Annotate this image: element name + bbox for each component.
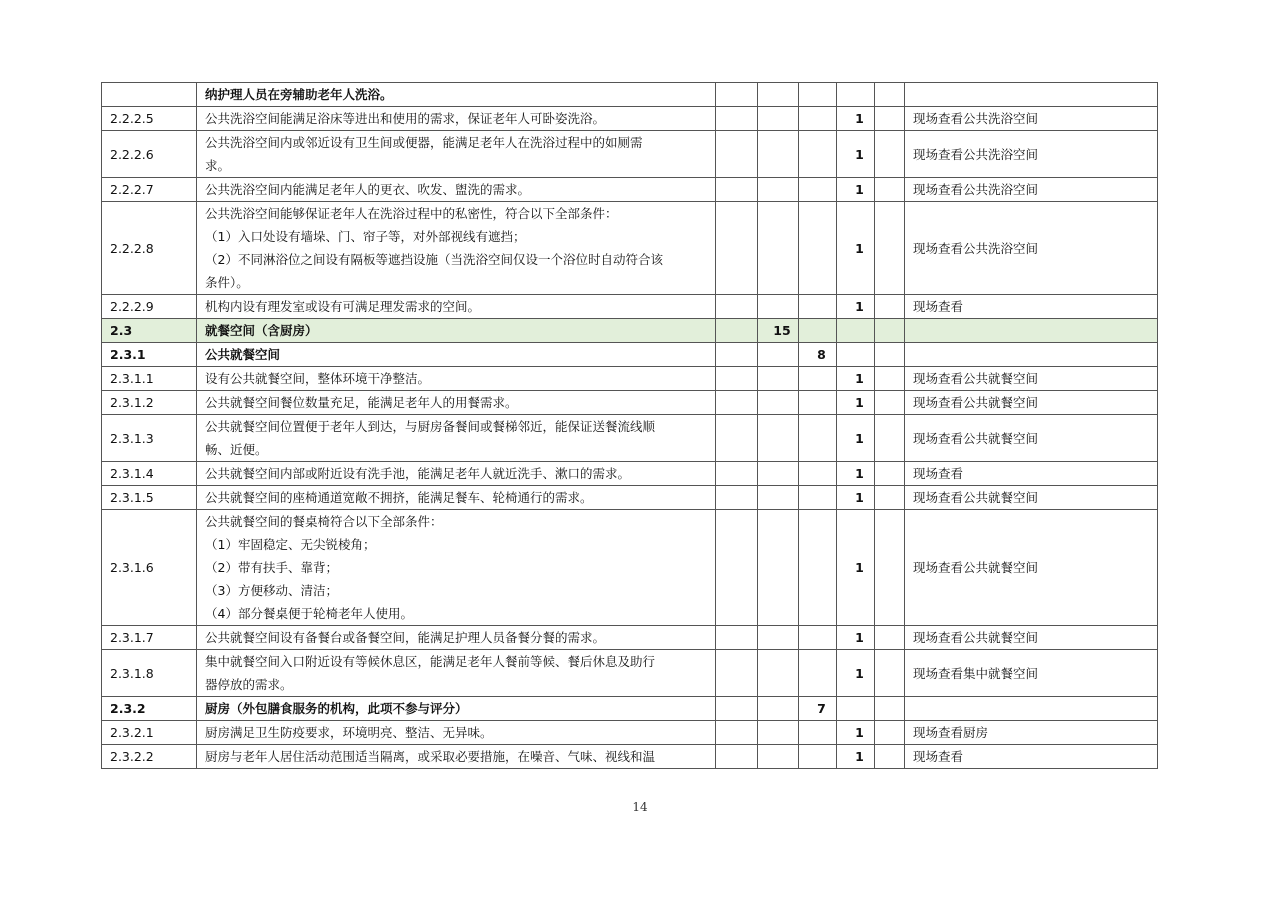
description-line: 公共洗浴空间能满足浴床等进出和使用的需求，保证老年人可卧姿洗浴。	[205, 111, 606, 126]
standards-table	[101, 82, 1158, 769]
table-row	[102, 178, 1158, 202]
score-cell-c5	[875, 391, 905, 415]
item-code-cell: 2.3.1	[102, 343, 197, 367]
description-line: 公共洗浴空间能够保证老年人在洗浴过程中的私密性，符合以下全部条件：	[205, 206, 618, 221]
evaluation-method-cell: 现场查看	[905, 295, 1158, 319]
description-line: 求。	[205, 158, 231, 173]
score-cell-c5	[875, 462, 905, 486]
score-cell-c1	[716, 131, 758, 178]
item-description-cell	[197, 462, 716, 486]
item-description-cell	[197, 178, 716, 202]
evaluation-method-cell: 现场查看公共就餐空间	[905, 367, 1158, 391]
description-line: （3）方便移动、清洁；	[205, 583, 338, 598]
item-description-cell	[197, 650, 716, 697]
score-cell-c2	[758, 462, 799, 486]
table-row	[102, 745, 1158, 769]
table-row	[102, 697, 1158, 721]
score-cell-c4: 1	[837, 367, 875, 391]
score-cell-c5	[875, 202, 905, 295]
score-cell-c3	[799, 626, 837, 650]
score-cell-c5	[875, 83, 905, 107]
description-line: 公共就餐空间的餐桌椅符合以下全部条件：	[205, 514, 443, 529]
evaluation-method-cell: 现场查看公共洗浴空间	[905, 107, 1158, 131]
item-code-cell: 2.2.2.9	[102, 295, 197, 319]
score-cell-c5	[875, 721, 905, 745]
description-line: （2）不同淋浴位之间设有隔板等遮挡设施（当洗浴空间仅设一个浴位时自动符合该	[205, 252, 663, 267]
score-cell-c4	[837, 83, 875, 107]
score-cell-c1	[716, 697, 758, 721]
score-cell-c3	[799, 510, 837, 626]
description-line: 公共就餐空间位置便于老年人到达，与厨房备餐间或餐梯邻近，能保证送餐流线顺	[205, 419, 656, 434]
description-line: 公共就餐空间设有备餐台或备餐空间，能满足护理人员备餐分餐的需求。	[205, 630, 606, 645]
description-line: （2）带有扶手、靠背；	[205, 560, 338, 575]
score-cell-c3	[799, 367, 837, 391]
score-cell-c4: 1	[837, 391, 875, 415]
score-cell-c1	[716, 626, 758, 650]
evaluation-method-cell: 现场查看公共就餐空间	[905, 626, 1158, 650]
description-line: （4）部分餐桌便于轮椅老年人使用。	[205, 606, 413, 621]
description-line: （1）入口处设有墙垛、门、帘子等，对外部视线有遮挡；	[205, 229, 526, 244]
score-cell-c1	[716, 650, 758, 697]
score-cell-c1	[716, 367, 758, 391]
description-line: 集中就餐空间入口附近设有等候休息区，能满足老年人餐前等候、餐后休息及助行	[205, 654, 656, 669]
score-cell-c2	[758, 131, 799, 178]
score-cell-c1	[716, 107, 758, 131]
score-cell-c1	[716, 486, 758, 510]
item-code-cell: 2.3.1.7	[102, 626, 197, 650]
score-cell-c3	[799, 391, 837, 415]
score-cell-c2	[758, 697, 799, 721]
score-cell-c3	[799, 131, 837, 178]
item-description-cell	[197, 343, 716, 367]
evaluation-method-cell: 现场查看公共洗浴空间	[905, 202, 1158, 295]
item-description-cell	[197, 367, 716, 391]
evaluation-method-cell: 现场查看公共就餐空间	[905, 510, 1158, 626]
score-cell-c2	[758, 745, 799, 769]
score-cell-c4: 1	[837, 745, 875, 769]
description-line: 厨房满足卫生防疫要求，环境明亮、整洁、无异味。	[205, 725, 493, 740]
item-code-cell: 2.3.1.8	[102, 650, 197, 697]
score-cell-c3: 7	[799, 697, 837, 721]
score-cell-c4: 1	[837, 415, 875, 462]
description-line: 机构内设有理发室或设有可满足理发需求的空间。	[205, 299, 481, 314]
item-description-cell	[197, 131, 716, 178]
score-cell-c1	[716, 202, 758, 295]
score-cell-c4	[837, 697, 875, 721]
score-cell-c5	[875, 343, 905, 367]
score-cell-c2	[758, 107, 799, 131]
table-row	[102, 107, 1158, 131]
item-code-cell: 2.2.2.6	[102, 131, 197, 178]
description-line: 纳护理人员在旁辅助老年人洗浴。	[205, 87, 393, 102]
item-description-cell	[197, 721, 716, 745]
score-cell-c4: 1	[837, 178, 875, 202]
score-cell-c3	[799, 319, 837, 343]
item-description-cell	[197, 697, 716, 721]
score-cell-c1	[716, 319, 758, 343]
item-code-cell: 2.3.2.2	[102, 745, 197, 769]
table-row	[102, 486, 1158, 510]
item-description-cell	[197, 295, 716, 319]
score-cell-c4	[837, 343, 875, 367]
item-code-cell: 2.3.1.4	[102, 462, 197, 486]
score-cell-c1	[716, 295, 758, 319]
item-code-cell: 2.3	[102, 319, 197, 343]
evaluation-method-cell: 现场查看公共就餐空间	[905, 415, 1158, 462]
description-line: 公共就餐空间的座椅通道宽敞不拥挤，能满足餐车、轮椅通行的需求。	[205, 490, 593, 505]
score-cell-c2	[758, 343, 799, 367]
description-line: 公共就餐空间餐位数量充足，能满足老年人的用餐需求。	[205, 395, 518, 410]
score-cell-c4: 1	[837, 202, 875, 295]
score-cell-c5	[875, 367, 905, 391]
item-code-cell: 2.3.1.5	[102, 486, 197, 510]
score-cell-c3	[799, 83, 837, 107]
item-description-cell	[197, 626, 716, 650]
score-cell-c2	[758, 486, 799, 510]
description-line: 畅、近便。	[205, 442, 268, 457]
score-cell-c4: 1	[837, 486, 875, 510]
score-cell-c4: 1	[837, 721, 875, 745]
score-cell-c3	[799, 721, 837, 745]
item-code-cell: 2.3.2.1	[102, 721, 197, 745]
description-line: 就餐空间（含厨房）	[205, 323, 318, 338]
item-code-cell: 2.3.1.2	[102, 391, 197, 415]
score-cell-c2	[758, 295, 799, 319]
score-cell-c3	[799, 295, 837, 319]
score-cell-c1	[716, 343, 758, 367]
table-row	[102, 131, 1158, 178]
score-cell-c2	[758, 83, 799, 107]
evaluation-method-cell: 现场查看公共就餐空间	[905, 486, 1158, 510]
score-cell-c3	[799, 486, 837, 510]
item-description-cell	[197, 745, 716, 769]
item-code-cell: 2.2.2.8	[102, 202, 197, 295]
score-cell-c3	[799, 745, 837, 769]
description-line: 公共就餐空间内部或附近设有洗手池，能满足老年人就近洗手、漱口的需求。	[205, 466, 631, 481]
table-row	[102, 391, 1158, 415]
score-cell-c4: 1	[837, 295, 875, 319]
table-row	[102, 415, 1158, 462]
score-cell-c4: 1	[837, 626, 875, 650]
score-cell-c2	[758, 650, 799, 697]
score-cell-c1	[716, 415, 758, 462]
score-cell-c1	[716, 510, 758, 626]
score-cell-c3	[799, 462, 837, 486]
evaluation-method-cell: 现场查看公共洗浴空间	[905, 178, 1158, 202]
page-number: 14	[632, 800, 648, 814]
score-cell-c2	[758, 510, 799, 626]
table-row	[102, 367, 1158, 391]
table-row	[102, 295, 1158, 319]
evaluation-method-cell	[905, 697, 1158, 721]
score-cell-c2	[758, 391, 799, 415]
item-description-cell	[197, 107, 716, 131]
evaluation-method-cell	[905, 319, 1158, 343]
description-line: 条件）。	[205, 275, 249, 290]
item-code-cell: 2.3.1.1	[102, 367, 197, 391]
evaluation-method-cell	[905, 83, 1158, 107]
score-cell-c5	[875, 295, 905, 319]
item-code-cell: 2.3.1.3	[102, 415, 197, 462]
score-cell-c1	[716, 745, 758, 769]
score-cell-c1	[716, 391, 758, 415]
description-line: 公共就餐空间	[205, 347, 281, 362]
description-line: 公共洗浴空间内或邻近设有卫生间或便器，能满足老年人在洗浴过程中的如厕需	[205, 135, 643, 150]
score-cell-c1	[716, 83, 758, 107]
evaluation-method-cell: 现场查看公共就餐空间	[905, 391, 1158, 415]
score-cell-c3	[799, 415, 837, 462]
item-code-cell	[102, 83, 197, 107]
score-cell-c1	[716, 178, 758, 202]
description-line: （1）牢固稳定、无尖锐棱角；	[205, 537, 376, 552]
score-cell-c4	[837, 319, 875, 343]
item-description-cell	[197, 486, 716, 510]
score-cell-c5	[875, 486, 905, 510]
description-line: 厨房与老年人居住活动范围适当隔离，或采取必要措施，在噪音、气味、视线和温	[205, 749, 656, 764]
score-cell-c2	[758, 626, 799, 650]
item-code-cell: 2.2.2.7	[102, 178, 197, 202]
evaluation-method-cell: 现场查看集中就餐空间	[905, 650, 1158, 697]
description-line: 设有公共就餐空间，整体环境干净整洁。	[205, 371, 431, 386]
table-row	[102, 510, 1158, 626]
score-cell-c3	[799, 202, 837, 295]
score-cell-c3	[799, 178, 837, 202]
score-cell-c5	[875, 697, 905, 721]
score-cell-c2	[758, 202, 799, 295]
table-row	[102, 83, 1158, 107]
table-row	[102, 319, 1158, 343]
score-cell-c5	[875, 745, 905, 769]
score-cell-c2	[758, 415, 799, 462]
score-cell-c5	[875, 107, 905, 131]
score-cell-c2	[758, 721, 799, 745]
evaluation-method-cell: 现场查看	[905, 745, 1158, 769]
item-description-cell	[197, 415, 716, 462]
score-cell-c4: 1	[837, 650, 875, 697]
evaluation-method-cell	[905, 343, 1158, 367]
item-description-cell	[197, 510, 716, 626]
table-row	[102, 343, 1158, 367]
evaluation-method-cell: 现场查看公共洗浴空间	[905, 131, 1158, 178]
score-cell-c1	[716, 462, 758, 486]
item-code-cell: 2.2.2.5	[102, 107, 197, 131]
score-cell-c5	[875, 319, 905, 343]
score-cell-c4: 1	[837, 107, 875, 131]
item-code-cell: 2.3.2	[102, 697, 197, 721]
score-cell-c5	[875, 626, 905, 650]
item-description-cell	[197, 319, 716, 343]
score-cell-c5	[875, 650, 905, 697]
table-row	[102, 626, 1158, 650]
item-description-cell	[197, 391, 716, 415]
score-cell-c3	[799, 650, 837, 697]
evaluation-method-cell: 现场查看厨房	[905, 721, 1158, 745]
score-cell-c2: 15	[758, 319, 799, 343]
score-cell-c4: 1	[837, 510, 875, 626]
table-row	[102, 202, 1158, 295]
description-line: 公共洗浴空间内能满足老年人的更衣、吹发、盥洗的需求。	[205, 182, 531, 197]
score-cell-c4: 1	[837, 131, 875, 178]
score-cell-c5	[875, 415, 905, 462]
table-row	[102, 462, 1158, 486]
score-cell-c3: 8	[799, 343, 837, 367]
item-description-cell	[197, 83, 716, 107]
evaluation-method-cell: 现场查看	[905, 462, 1158, 486]
table-row	[102, 721, 1158, 745]
description-line: 厨房（外包膳食服务的机构，此项不参与评分）	[205, 701, 468, 716]
description-line: 器停放的需求。	[205, 677, 293, 692]
score-cell-c4: 1	[837, 462, 875, 486]
score-cell-c5	[875, 510, 905, 626]
score-cell-c5	[875, 178, 905, 202]
item-code-cell: 2.3.1.6	[102, 510, 197, 626]
score-cell-c2	[758, 178, 799, 202]
item-description-cell	[197, 202, 716, 295]
score-cell-c3	[799, 107, 837, 131]
score-cell-c1	[716, 721, 758, 745]
table-row	[102, 650, 1158, 697]
score-cell-c5	[875, 131, 905, 178]
score-cell-c2	[758, 367, 799, 391]
